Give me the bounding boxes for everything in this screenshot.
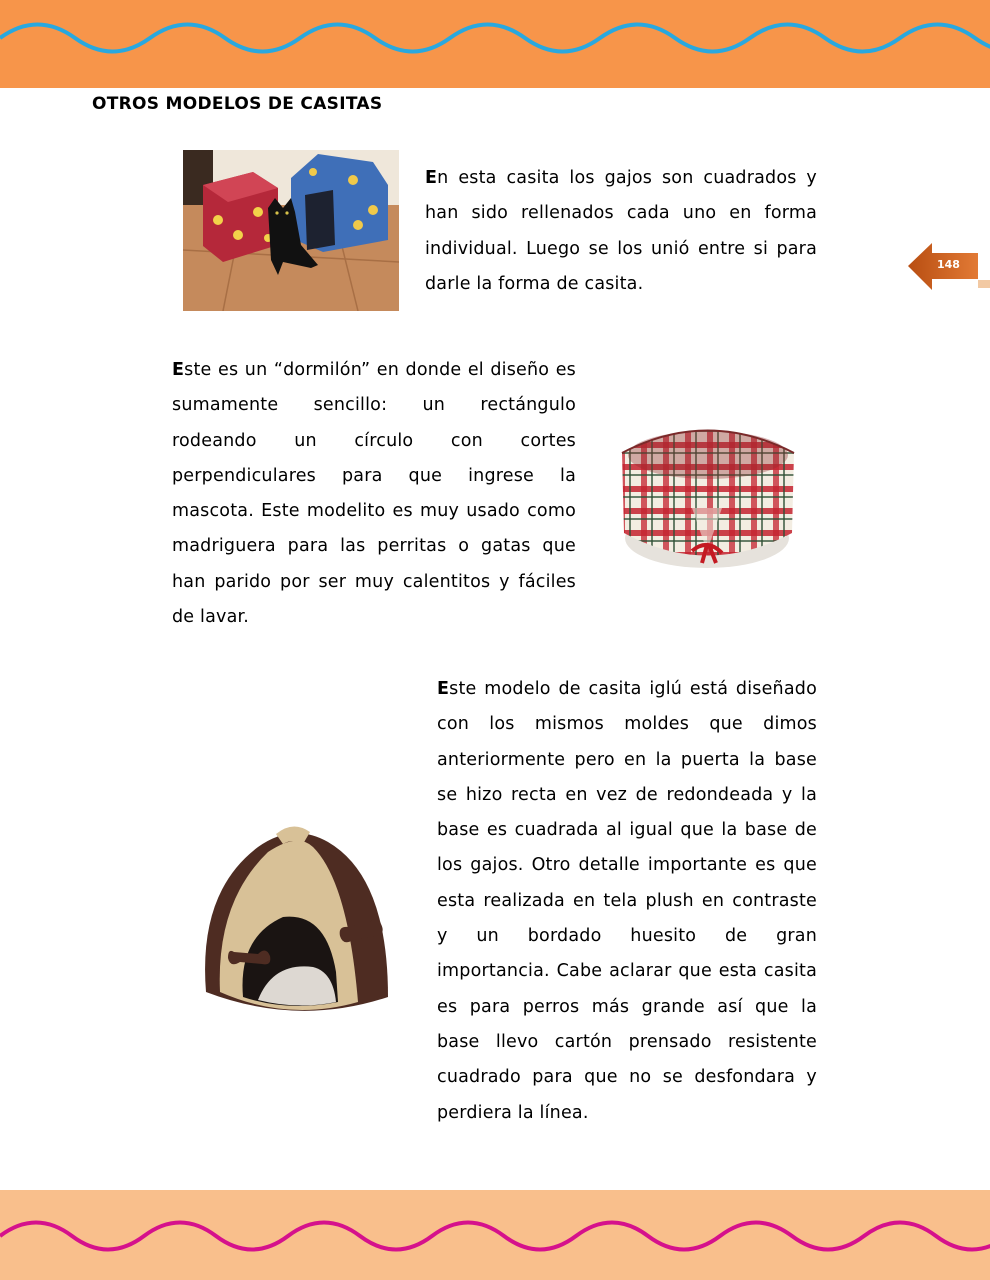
paragraph-text: ste modelo de casita iglú está diseñado con los mismos moldes que dimos anteriormente pero en la puerta la base se hizo recta en vez de redondeada y la base es cuadrada al igual que la base de los gajos. Otro detalle importante es que esta realizada en tela plush en contraste y un bordado huesito de gran importancia. Cabe aclarar que esta casita es para perros más grande así que la base llevo cartón prensado resistente cuadrado para que no se desfondara y perdiera la línea.: [437, 679, 817, 1123]
square-house-paragraph: [425, 161, 817, 302]
header-wave: [0, 14, 990, 54]
page-title: OTROS MODELOS DE CASITAS: [92, 94, 383, 114]
plaid-bed-photo: [612, 413, 802, 578]
dormilon-paragraph: [172, 353, 576, 635]
paragraph-text: ste es un “dormilón” en donde el diseño es sumamente sencillo: un rectángulo rodeando un círculo con cortes perpendiculares para que ingrese la mascota. Este modelito es muy usado como madriguera para las perritas o gatas que han parido por ser muy calentitos y fáciles de lavar.: [172, 360, 576, 628]
drop-letter: E: [172, 360, 185, 380]
square-house-photo: [183, 150, 399, 311]
page-number: 148: [937, 258, 960, 271]
header-band: [0, 0, 990, 88]
drop-letter: E: [437, 679, 450, 699]
footer-band: [0, 1190, 990, 1280]
footer-wave: [0, 1210, 990, 1260]
igloo-house-photo: [198, 822, 393, 1027]
igloo-paragraph: [437, 672, 817, 1131]
drop-letter: E: [425, 168, 438, 188]
paragraph-text: n esta casita los gajos son cuadrados y han sido rellenados cada uno en forma individual. Luego se los unió entre si para darle la forma de casita.: [425, 168, 817, 294]
